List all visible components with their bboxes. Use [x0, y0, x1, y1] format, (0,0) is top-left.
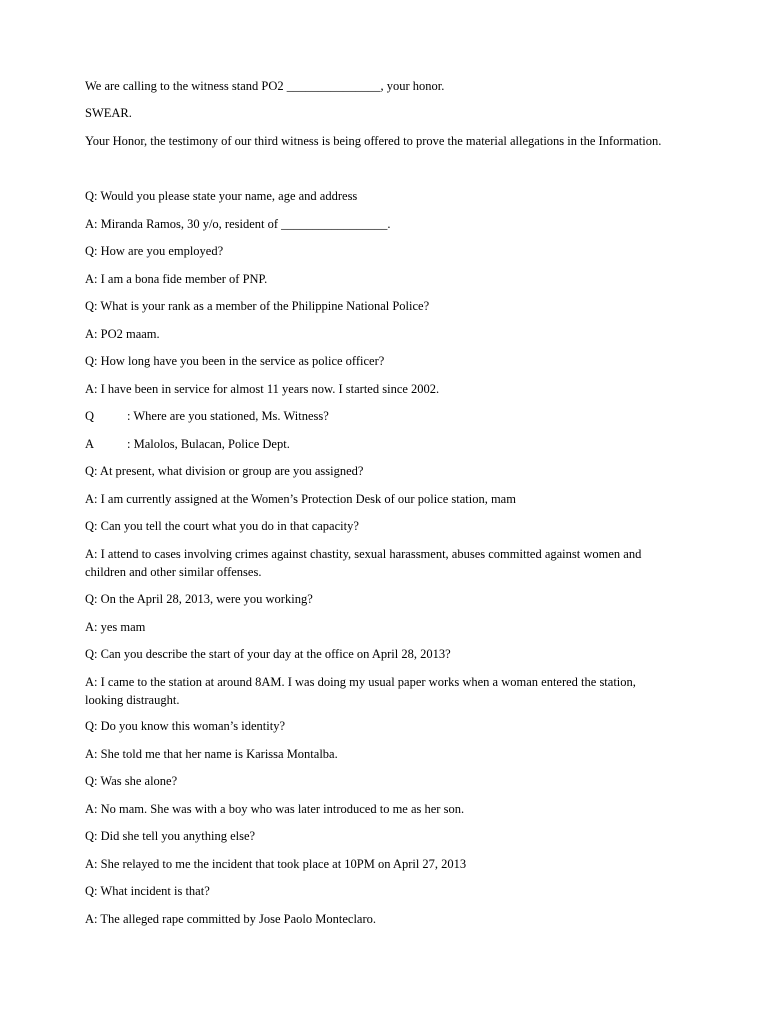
intro-line: We are calling to the witness stand PO2 _______________, your honor.	[85, 79, 445, 93]
answer: A: I attend to cases involving crimes against chastity, sexual harassment, abuses committed against women and children and other similar offenses.	[85, 547, 642, 579]
offer-line: Your Honor, the testimony of our third witness is being offered to prove the material allegations in the Information.	[85, 134, 662, 148]
question-tabbed	[85, 407, 329, 425]
swear-line: SWEAR.	[85, 106, 132, 120]
question: Q: How long have you been in the service as police officer?	[85, 354, 385, 368]
answer: A: No mam. She was with a boy who was later introduced to me as her son.	[85, 802, 465, 816]
question: Q: What is your rank as a member of the Philippine National Police?	[85, 299, 430, 313]
answer: A: PO2 maam.	[85, 327, 160, 341]
answer: A: She relayed to me the incident that took place at 10PM on April 27, 2013	[85, 857, 467, 871]
question: Q: Do you know this woman’s identity?	[85, 719, 285, 733]
answer: A: I have been in service for almost 11 years now. I started since 2002.	[85, 382, 440, 396]
answer: A: I came to the station at around 8AM. I was doing my usual paper works when a woman entered the station, looking distraught.	[85, 675, 636, 707]
question-text: : Where are you stationed, Ms. Witness?	[127, 409, 329, 423]
answer: A: Miranda Ramos, 30 y/o, resident of _________________.	[85, 217, 391, 231]
answer: A: I am a bona fide member of PNP.	[85, 272, 268, 286]
question: Q: Did she tell you anything else?	[85, 829, 256, 843]
answer: A: I am currently assigned at the Women’s Protection Desk of our police station, mam	[85, 492, 516, 506]
question: Q: Was she alone?	[85, 774, 178, 788]
answer-tabbed	[85, 435, 290, 453]
question: Q: Would you please state your name, age and address	[85, 189, 358, 203]
answer-label: A	[85, 437, 95, 451]
question: Q: At present, what division or group are you assigned?	[85, 464, 364, 478]
question: Q: How are you employed?	[85, 244, 224, 258]
question: Q: Can you tell the court what you do in that capacity?	[85, 519, 359, 533]
question: Q: On the April 28, 2013, were you working?	[85, 592, 313, 606]
answer: A: She told me that her name is Karissa Montalba.	[85, 747, 338, 761]
answer: A: The alleged rape committed by Jose Paolo Monteclaro.	[85, 912, 377, 926]
question: Q: Can you describe the start of your day at the office on April 28, 2013?	[85, 647, 451, 661]
answer: A: yes mam	[85, 620, 146, 634]
question-label: Q	[85, 409, 95, 423]
answer-text: : Malolos, Bulacan, Police Dept.	[127, 437, 290, 451]
question: Q: What incident is that?	[85, 884, 210, 898]
